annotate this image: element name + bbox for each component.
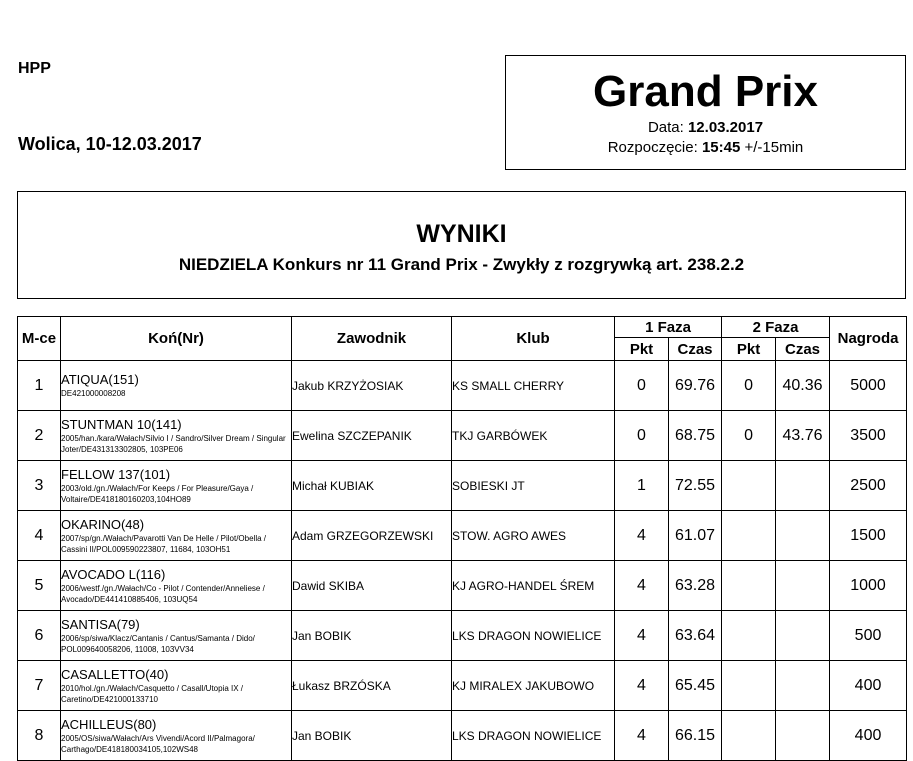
results-heading-box [17, 191, 906, 299]
phase1-points-cell: 1 [615, 461, 669, 511]
horse-name: FELLOW 137(101) [61, 466, 171, 482]
place-cell: 2 [18, 411, 61, 461]
rider-cell: Łukasz BRZÓSKA [292, 661, 452, 711]
table-row [18, 711, 907, 761]
horse-name: CASALLETTO(40) [61, 666, 169, 682]
results-subtitle: NIEDZIELA Konkurs nr 11 Grand Prix - Zwykły z rozgrywką art. 238.2.2 [178, 255, 745, 274]
phase1-points-cell: 4 [615, 661, 669, 711]
start-value: 15:45 [701, 139, 741, 156]
table-row [18, 511, 907, 561]
club-cell: TKJ GARBÓWEK [452, 411, 615, 461]
horse-name: ACHILLEUS(80) [61, 716, 157, 732]
phase1-time-cell: 72.55 [669, 461, 722, 511]
club-cell: KJ MIRALEX JAKUBOWO [452, 661, 615, 711]
place-cell: 5 [18, 561, 61, 611]
header-place: M-ce [18, 317, 61, 361]
horse-cell [61, 611, 292, 661]
horse-details: DE421000008208 [61, 389, 126, 398]
competition-box [505, 55, 906, 170]
horse-cell [61, 411, 292, 461]
phase2-points-cell [722, 511, 776, 561]
phase1-time-cell: 65.45 [669, 661, 722, 711]
phase1-points-cell: 4 [615, 611, 669, 661]
prize-cell: 5000 [830, 361, 907, 411]
phase2-time-cell [776, 661, 830, 711]
table-row [18, 661, 907, 711]
place-cell: 6 [18, 611, 61, 661]
phase1-time-cell: 66.15 [669, 711, 722, 761]
phase2-time-cell: 40.36 [776, 361, 830, 411]
header-phase1: 1 Faza [615, 317, 722, 338]
header-prize: Nagroda [830, 317, 907, 361]
header-phase2: 2 Faza [722, 317, 830, 338]
place-cell: 3 [18, 461, 61, 511]
competition-title: Grand Prix [593, 67, 818, 116]
phase1-points-cell: 4 [615, 561, 669, 611]
prize-cell: 400 [830, 661, 907, 711]
horse-cell [61, 561, 292, 611]
horse-details: 2005/han./kara/Wałach/Silvio I / Sandro/Silver Dream / Singular Joter/DE431313302805, 103PE06 [61, 433, 286, 454]
club-cell: LKS DRAGON NOWIELICE [452, 711, 615, 761]
rider-cell: Ewelina SZCZEPANIK [292, 411, 452, 461]
phase1-points-cell: 4 [615, 511, 669, 561]
phase2-time-cell [776, 711, 830, 761]
prize-cell: 1500 [830, 511, 907, 561]
horse-name: ATIQUA(151) [61, 372, 139, 387]
phase2-points-cell: 0 [722, 361, 776, 411]
horse-cell [61, 511, 292, 561]
phase2-points-cell [722, 461, 776, 511]
venue-dates: Wolica, 10-12.03.2017 [18, 134, 202, 154]
phase2-points-cell: 0 [722, 411, 776, 461]
header-phase2-pts: Pkt [722, 338, 776, 361]
horse-details: 2006/westf./gn./Wałach/Co - Pilot / Contender/Anneliese / Avocado/DE441410885406, 103UQ54 [61, 583, 265, 604]
phase1-points-cell: 0 [615, 411, 669, 461]
place-cell: 4 [18, 511, 61, 561]
place-cell: 7 [18, 661, 61, 711]
rider-cell: Michał KUBIAK [292, 461, 452, 511]
organizer: HPP [18, 60, 51, 77]
phase1-time-cell: 61.07 [669, 511, 722, 561]
phase1-points-cell: 4 [615, 711, 669, 761]
table-row [18, 561, 907, 611]
date-value: 12.03.2017 [687, 119, 764, 136]
phase1-time-cell: 69.76 [669, 361, 722, 411]
start-suffix: +/-15min [744, 139, 804, 156]
header-phase1-pts: Pkt [615, 338, 669, 361]
phase1-time-cell: 63.28 [669, 561, 722, 611]
club-cell: KS SMALL CHERRY [452, 361, 615, 411]
horse-cell [61, 711, 292, 761]
phase1-time-cell: 68.75 [669, 411, 722, 461]
phase2-time-cell [776, 511, 830, 561]
table-row [18, 461, 907, 511]
horse-cell [61, 661, 292, 711]
phase2-points-cell [722, 661, 776, 711]
horse-details: 2007/sp/gn./Wałach/Pavarotti Van De Helle / Pilot/Obella / Cassini II/POL009590223807, 11684, 103OH51 [61, 533, 266, 554]
table-row [18, 361, 907, 411]
prize-cell: 2500 [830, 461, 907, 511]
header-horse: Koń(Nr) [61, 317, 292, 361]
horse-details: 2006/sp/siwa/Klacz/Cantanis / Cantus/Samanta / Dido/ POL009640058206, 11008, 103VV34 [61, 633, 255, 654]
club-cell: SOBIESKI JT [452, 461, 615, 511]
club-cell: STOW. AGRO AWES [452, 511, 615, 561]
horse-name: SANTISA(79) [61, 616, 140, 632]
rider-cell: Jan BOBIK [292, 611, 452, 661]
header-club: Klub [452, 317, 615, 361]
club-cell: LKS DRAGON NOWIELICE [452, 611, 615, 661]
place-cell: 8 [18, 711, 61, 761]
phase2-time-cell [776, 461, 830, 511]
horse-cell [61, 461, 292, 511]
start-label: Rozpoczęcie: [607, 139, 698, 156]
date-line [506, 118, 905, 138]
phase1-time-cell: 63.64 [669, 611, 722, 661]
header-rider: Zawodnik [292, 317, 452, 361]
date-label: Data: [647, 119, 684, 136]
horse-details: 2010/hol./gn./Wałach/Casquetto / Casall/Utopia IX / Caretino/DE421000133710 [61, 683, 244, 704]
results-title: WYNIKI [416, 220, 507, 248]
phase2-time-cell [776, 561, 830, 611]
phase2-time-cell [776, 611, 830, 661]
header-phase2-time: Czas [776, 338, 830, 361]
phase2-points-cell [722, 611, 776, 661]
club-cell: KJ AGRO-HANDEL ŚREM [452, 561, 615, 611]
horse-details: 2005/OS/siwa/Wałach/Ars Vivendi/Acord II/Palmagora/ Carthago/DE418180034105,102WS48 [61, 733, 255, 754]
horse-name: AVOCADO L(116) [61, 566, 166, 582]
rider-cell: Adam GRZEGORZEWSKI [292, 511, 452, 561]
place-cell: 1 [18, 361, 61, 411]
phase2-points-cell [722, 561, 776, 611]
prize-cell: 3500 [830, 411, 907, 461]
prize-cell: 500 [830, 611, 907, 661]
results-table [17, 316, 907, 761]
prize-cell: 1000 [830, 561, 907, 611]
table-row [18, 611, 907, 661]
horse-cell [61, 361, 292, 411]
rider-cell: Jan BOBIK [292, 711, 452, 761]
horse-details: 2003/old./gn./Wałach/For Keeps / For Pleasure/Gaya / Voltaire/DE418180160203,104HO89 [61, 483, 254, 504]
phase2-time-cell: 43.76 [776, 411, 830, 461]
horse-name: STUNTMAN 10(141) [61, 416, 182, 432]
phase2-points-cell [722, 711, 776, 761]
phase1-points-cell: 0 [615, 361, 669, 411]
start-line [506, 138, 905, 158]
rider-cell: Dawid SKIBA [292, 561, 452, 611]
table-row [18, 411, 907, 461]
prize-cell: 400 [830, 711, 907, 761]
header-phase1-time: Czas [669, 338, 722, 361]
horse-name: OKARINO(48) [61, 516, 145, 532]
rider-cell: Jakub KRZYŻOSIAK [292, 361, 452, 411]
